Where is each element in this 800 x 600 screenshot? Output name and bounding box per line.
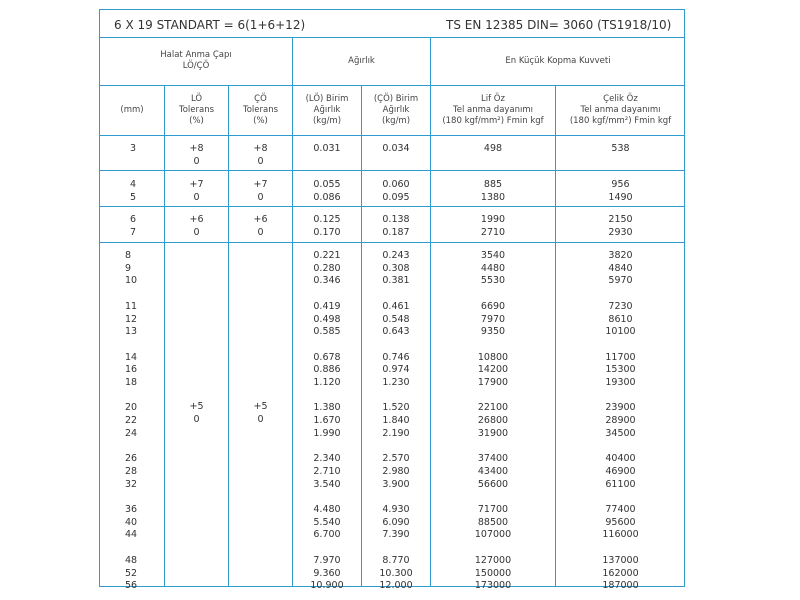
standard-reference: TS EN 12385 DIN= 3060 (TS1918/10) — [446, 18, 672, 32]
cell-co-tolerance: +7 0 — [253, 179, 268, 203]
header-breaking-force-group: En Küçük Kopma Kuvveti — [505, 56, 611, 66]
header-weight-group: Ağırlık — [348, 56, 375, 66]
cell-fiber-core: 498 — [483, 143, 503, 154]
cell-lo-weight: 0.031 — [313, 143, 341, 154]
col-header-lo-tolerance: LÖ Tolerans (%) — [178, 94, 215, 126]
table-title: 6 X 19 STANDART = 6(1+6+12) — [114, 18, 306, 32]
cell-mm: 3 — [130, 143, 137, 154]
cell-mm: 8 9 10 11 12 13 14 16 18 20 22 24 26 28 32 36 40 44 48 52 56 — [125, 250, 138, 592]
rope-spec-table — [99, 9, 685, 592]
cell-steel-core: 956 1490 — [608, 179, 633, 203]
cell-co-weight: 0.138 0.187 — [382, 214, 410, 238]
col-header-mm: (mm) — [120, 105, 144, 115]
cell-lo-weight: 0.125 0.170 — [313, 214, 341, 238]
col-header-co-weight: (ÇÖ) Birim Ağırlık (kg/m) — [373, 94, 419, 126]
cell-fiber-core: 885 1380 — [480, 179, 506, 203]
cell-fiber-core: 1990 2710 — [480, 214, 506, 238]
cell-co-weight: 0.243 0.308 0.381 0.461 0.548 0.643 0.746 0.974 1.230 1.520 1.840 2.190 2.570 2.980 3.900 4.930 6.090 7.390 8.770 10.300 12.000 — [379, 250, 413, 592]
divider — [100, 135, 684, 136]
cell-steel-core: 3820 4840 5970 7230 8610 10100 11700 15300 19300 23900 28900 34500 40400 46900 61100 77400 95600 116000 137000 162000 187000 — [602, 250, 639, 592]
header-diameter-group: Halat Anma Çapı LÖ/ÇÖ — [160, 50, 232, 71]
col-header-steel-core: Çelik Öz Tel anma dayanımı (180 kgf/mm²) Fmin kgf — [569, 94, 672, 126]
divider — [100, 170, 684, 171]
col-header-co-tolerance: ÇÖ Tolerans (%) — [242, 94, 279, 126]
cell-co-tolerance: +5 0 — [253, 401, 268, 425]
cell-mm: 6 7 — [130, 214, 137, 238]
cell-co-tolerance: +8 0 — [253, 143, 268, 167]
cell-mm: 4 5 — [130, 179, 137, 203]
cell-steel-core: 2150 2930 — [608, 214, 633, 238]
col-header-lo-weight: (LÖ) Birim Ağırlık (kg/m) — [305, 94, 349, 126]
cell-steel-core: 538 — [611, 143, 630, 154]
divider — [100, 206, 684, 207]
cell-fiber-core: 3540 4480 5530 6690 7970 9350 10800 14200 17900 22100 26800 31900 37400 43400 56600 71700 88500 107000 127000 150000 173000 — [474, 250, 512, 592]
cell-co-tolerance: +6 0 — [253, 214, 268, 238]
cell-lo-tolerance: +8 0 — [189, 143, 204, 167]
col-header-fiber-core: Lif Öz Tel anma dayanımı (180 kgf/mm²) Fmin kgf — [442, 94, 544, 126]
cell-lo-tolerance: +7 0 — [189, 179, 204, 203]
divider — [100, 242, 684, 243]
divider — [100, 37, 684, 38]
cell-co-weight: 0.060 0.095 — [382, 179, 410, 203]
cell-co-weight: 0.034 — [382, 143, 410, 154]
cell-lo-weight: 0.221 0.280 0.346 0.419 0.498 0.585 0.678 0.886 1.120 1.380 1.670 1.990 2.340 2.710 3.540 4.480 5.540 6.700 7.970 9.360 10.900 — [310, 250, 344, 592]
cell-lo-tolerance: +5 0 — [189, 401, 204, 425]
divider — [100, 85, 684, 86]
cell-lo-weight: 0.055 0.086 — [313, 179, 341, 203]
cell-lo-tolerance: +6 0 — [189, 214, 204, 238]
